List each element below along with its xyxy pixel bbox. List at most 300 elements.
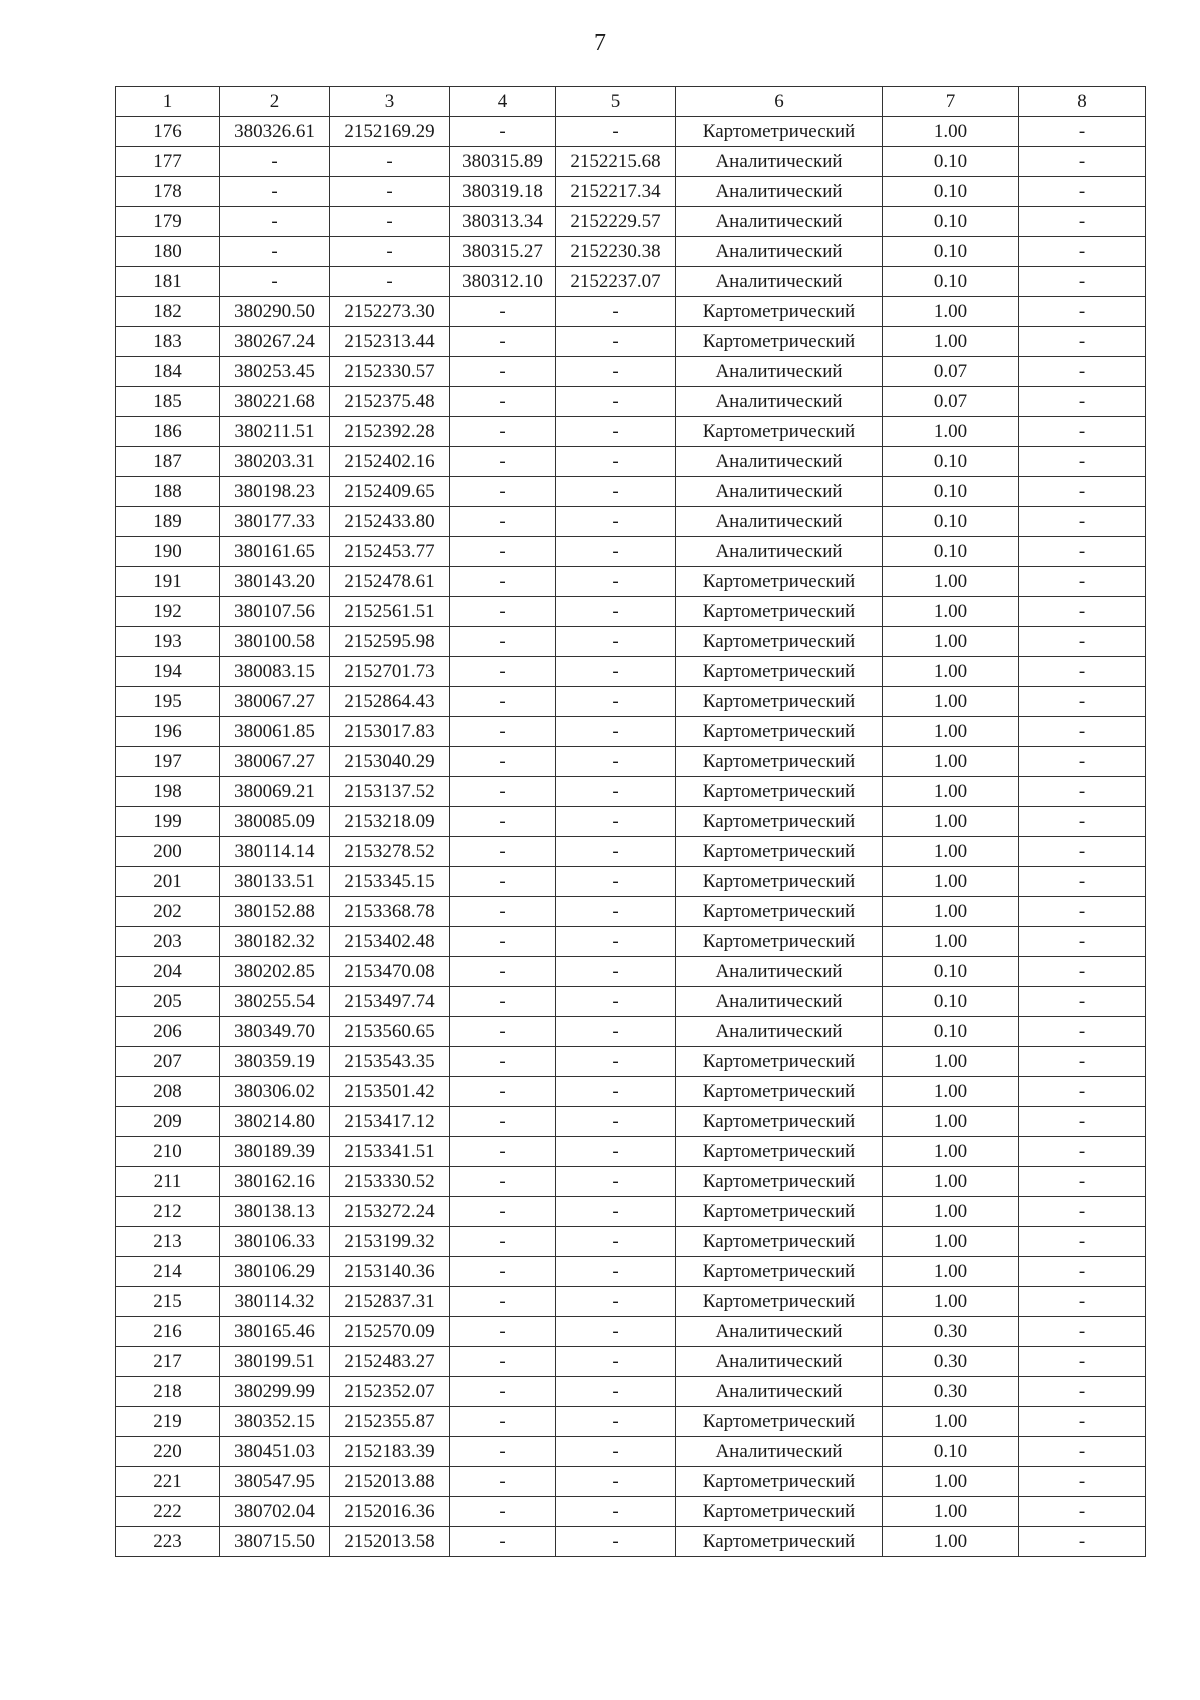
table-cell: 2152169.29 (330, 117, 450, 147)
table-cell: Картометрический (676, 1407, 883, 1437)
table-row (116, 1077, 1146, 1107)
table-cell: 2153040.29 (330, 747, 450, 777)
table-cell: - (556, 327, 676, 357)
table-cell: - (450, 507, 556, 537)
table-cell: - (1019, 1107, 1146, 1137)
table-row (116, 417, 1146, 447)
table-cell: 1.00 (883, 1047, 1019, 1077)
table-cell: 0.10 (883, 477, 1019, 507)
table-cell: Картометрический (676, 627, 883, 657)
table-cell: - (450, 1017, 556, 1047)
table-cell: 2152478.61 (330, 567, 450, 597)
table-row (116, 1317, 1146, 1347)
table-cell: Аналитический (676, 1017, 883, 1047)
table-cell: - (1019, 207, 1146, 237)
table-cell: - (556, 1227, 676, 1257)
table-cell: 380299.99 (220, 1377, 330, 1407)
table-cell: - (450, 687, 556, 717)
table-cell: 2152330.57 (330, 357, 450, 387)
table-cell: - (1019, 387, 1146, 417)
table-cell: Картометрический (676, 1137, 883, 1167)
table-row (116, 357, 1146, 387)
table-cell: Аналитический (676, 507, 883, 537)
table-cell: 0.10 (883, 447, 1019, 477)
table-cell: 1.00 (883, 327, 1019, 357)
table-cell: - (450, 927, 556, 957)
table-row (116, 987, 1146, 1017)
table-cell: 2152230.38 (556, 237, 676, 267)
table-row (116, 1227, 1146, 1257)
table-row (116, 1137, 1146, 1167)
table-cell: 191 (116, 567, 220, 597)
table-cell: 221 (116, 1467, 220, 1497)
table-cell: Картометрический (676, 597, 883, 627)
table-cell: 2153497.74 (330, 987, 450, 1017)
table-cell: - (1019, 1527, 1146, 1557)
table-cell: 0.10 (883, 207, 1019, 237)
table-cell: - (1019, 777, 1146, 807)
table-cell: 205 (116, 987, 220, 1017)
table-cell: 380085.09 (220, 807, 330, 837)
table-row (116, 867, 1146, 897)
table-cell: - (1019, 1047, 1146, 1077)
table-cell: 380138.13 (220, 1197, 330, 1227)
table-cell: - (556, 1137, 676, 1167)
table-cell: - (1019, 627, 1146, 657)
table-cell: 197 (116, 747, 220, 777)
table-cell: 2152453.77 (330, 537, 450, 567)
table-cell: Аналитический (676, 207, 883, 237)
column-header-4: 4 (450, 87, 556, 117)
table-cell: 380143.20 (220, 567, 330, 597)
table-cell: Картометрический (676, 1497, 883, 1527)
table-cell: 2153417.12 (330, 1107, 450, 1137)
table-cell: 213 (116, 1227, 220, 1257)
table-cell: Аналитический (676, 957, 883, 987)
table-cell: - (556, 1317, 676, 1347)
table-cell: Аналитический (676, 267, 883, 297)
table-cell: 380203.31 (220, 447, 330, 477)
table-cell: 2153560.65 (330, 1017, 450, 1047)
table-cell: - (556, 1407, 676, 1437)
table-cell: - (556, 1167, 676, 1197)
table-cell: - (450, 1107, 556, 1137)
table-cell: 2152013.58 (330, 1527, 450, 1557)
table-cell: - (450, 327, 556, 357)
table-cell: 2153330.52 (330, 1167, 450, 1197)
table-cell: - (556, 507, 676, 537)
table-cell: 380221.68 (220, 387, 330, 417)
table-cell: Картометрический (676, 327, 883, 357)
table-cell: Картометрический (676, 1197, 883, 1227)
table-cell: 2153345.15 (330, 867, 450, 897)
table-cell: 2153501.42 (330, 1077, 450, 1107)
table-row (116, 267, 1146, 297)
table-cell: 1.00 (883, 567, 1019, 597)
table-cell: - (1019, 357, 1146, 387)
table-cell: - (556, 837, 676, 867)
table-cell: 184 (116, 357, 220, 387)
table-cell: 2152352.07 (330, 1377, 450, 1407)
table-cell: 2152016.36 (330, 1497, 450, 1527)
table-cell: 1.00 (883, 1467, 1019, 1497)
table-cell: - (556, 897, 676, 927)
table-cell: 176 (116, 117, 220, 147)
table-row (116, 207, 1146, 237)
table-cell: - (450, 357, 556, 387)
table-cell: - (1019, 1497, 1146, 1527)
table-cell: Картометрический (676, 927, 883, 957)
table-cell: 0.10 (883, 537, 1019, 567)
table-cell: - (1019, 1347, 1146, 1377)
table-cell: 207 (116, 1047, 220, 1077)
table-row (116, 1467, 1146, 1497)
table-row (116, 1377, 1146, 1407)
table-cell: - (1019, 1197, 1146, 1227)
table-cell: - (556, 1257, 676, 1287)
table-cell: 223 (116, 1527, 220, 1557)
table-cell: - (450, 1407, 556, 1437)
table-cell: Картометрический (676, 1287, 883, 1317)
table-cell: 2153470.08 (330, 957, 450, 987)
table-cell: 194 (116, 657, 220, 687)
table-cell: 380313.34 (450, 207, 556, 237)
table-cell: 1.00 (883, 1167, 1019, 1197)
table-cell: 178 (116, 177, 220, 207)
table-cell: - (556, 627, 676, 657)
table-cell: Картометрический (676, 1227, 883, 1257)
table-cell: 2152595.98 (330, 627, 450, 657)
table-cell: 380133.51 (220, 867, 330, 897)
table-cell: - (450, 1497, 556, 1527)
table-cell: Картометрический (676, 717, 883, 747)
table-cell: Аналитический (676, 1377, 883, 1407)
table-cell: 0.30 (883, 1377, 1019, 1407)
column-header-6: 6 (676, 87, 883, 117)
table-cell: Картометрический (676, 807, 883, 837)
table-cell: 212 (116, 1197, 220, 1227)
page-number: 7 (594, 30, 606, 56)
table-cell: - (556, 747, 676, 777)
table-cell: 2152229.57 (556, 207, 676, 237)
table-cell: - (1019, 957, 1146, 987)
table-cell: 1.00 (883, 867, 1019, 897)
table-cell: 208 (116, 1077, 220, 1107)
table-cell: 380451.03 (220, 1437, 330, 1467)
table-cell: 180 (116, 237, 220, 267)
table-cell: - (450, 387, 556, 417)
table-cell: 2153218.09 (330, 807, 450, 837)
table-cell: 380189.39 (220, 1137, 330, 1167)
table-cell: 0.10 (883, 957, 1019, 987)
table-cell: 2152409.65 (330, 477, 450, 507)
table-cell: - (556, 1077, 676, 1107)
table-cell: 2152183.39 (330, 1437, 450, 1467)
table-cell: - (450, 1257, 556, 1287)
table-cell: 2152433.80 (330, 507, 450, 537)
table-cell: 2152701.73 (330, 657, 450, 687)
table-cell: 380267.24 (220, 327, 330, 357)
table-cell: - (450, 1227, 556, 1257)
table-cell: 1.00 (883, 597, 1019, 627)
table-cell: - (1019, 1077, 1146, 1107)
table-cell: 1.00 (883, 747, 1019, 777)
table-cell: Картометрический (676, 657, 883, 687)
table-cell: 380177.33 (220, 507, 330, 537)
table-cell: 2152215.68 (556, 147, 676, 177)
table-row (116, 1197, 1146, 1227)
table-cell: Картометрический (676, 567, 883, 597)
table-cell: 202 (116, 897, 220, 927)
table-cell: - (220, 207, 330, 237)
table-cell: - (556, 117, 676, 147)
table-cell: - (220, 177, 330, 207)
table-cell: 380106.33 (220, 1227, 330, 1257)
table-cell: 2152864.43 (330, 687, 450, 717)
table-cell: - (556, 867, 676, 897)
table-row (116, 1107, 1146, 1137)
table-cell: 1.00 (883, 1107, 1019, 1137)
table-cell: 216 (116, 1317, 220, 1347)
table-cell: Картометрический (676, 1257, 883, 1287)
table-cell: - (330, 207, 450, 237)
table-cell: 1.00 (883, 117, 1019, 147)
table-cell: 1.00 (883, 687, 1019, 717)
table-cell: - (556, 417, 676, 447)
table-cell: 1.00 (883, 837, 1019, 867)
table-cell: - (450, 1137, 556, 1167)
table-cell: 2153278.52 (330, 837, 450, 867)
table-cell: 2152013.88 (330, 1467, 450, 1497)
table-row (116, 777, 1146, 807)
table-row (116, 717, 1146, 747)
table-cell: - (450, 1167, 556, 1197)
table-cell: 1.00 (883, 417, 1019, 447)
table-cell: 0.30 (883, 1317, 1019, 1347)
table-cell: - (1019, 1227, 1146, 1257)
table-cell: - (1019, 1407, 1146, 1437)
table-cell: 380214.80 (220, 1107, 330, 1137)
table-cell: - (450, 567, 556, 597)
table-row (116, 1407, 1146, 1437)
table-cell: 215 (116, 1287, 220, 1317)
table-cell: - (1019, 417, 1146, 447)
table-cell: - (1019, 1257, 1146, 1287)
table-cell: - (450, 957, 556, 987)
table-cell: - (1019, 507, 1146, 537)
table-row (116, 1167, 1146, 1197)
table-cell: - (1019, 297, 1146, 327)
table-cell: 2152273.30 (330, 297, 450, 327)
table-cell: 0.10 (883, 237, 1019, 267)
table-cell: Аналитический (676, 387, 883, 417)
table-cell: 1.00 (883, 1287, 1019, 1317)
table-cell: 187 (116, 447, 220, 477)
table-cell: 195 (116, 687, 220, 717)
table-cell: 380107.56 (220, 597, 330, 627)
table-cell: Аналитический (676, 177, 883, 207)
table-cell: - (450, 1047, 556, 1077)
table-cell: 182 (116, 297, 220, 327)
table-cell: 0.10 (883, 1017, 1019, 1047)
table-cell: 0.10 (883, 177, 1019, 207)
table-cell: - (556, 477, 676, 507)
table-cell: - (1019, 1467, 1146, 1497)
table-cell: - (1019, 477, 1146, 507)
table-cell: 2152313.44 (330, 327, 450, 357)
table-row (116, 657, 1146, 687)
table-cell: 380067.27 (220, 747, 330, 777)
table-cell: 2152392.28 (330, 417, 450, 447)
table-cell: Картометрический (676, 897, 883, 927)
table-cell: - (556, 807, 676, 837)
table-cell: 199 (116, 807, 220, 837)
table-cell: 185 (116, 387, 220, 417)
table-cell: - (1019, 687, 1146, 717)
table-row (116, 957, 1146, 987)
column-header-2: 2 (220, 87, 330, 117)
table-cell: - (556, 1527, 676, 1557)
table-cell: 0.30 (883, 1347, 1019, 1377)
table-cell: - (1019, 267, 1146, 297)
table-cell: 183 (116, 327, 220, 357)
table-cell: 2152570.09 (330, 1317, 450, 1347)
table-cell: 2152561.51 (330, 597, 450, 627)
table-cell: Картометрический (676, 1077, 883, 1107)
table-cell: 219 (116, 1407, 220, 1437)
table-cell: - (450, 597, 556, 627)
table-cell: 1.00 (883, 777, 1019, 807)
table-cell: 222 (116, 1497, 220, 1527)
table-cell: 2152217.34 (556, 177, 676, 207)
table-cell: Картометрический (676, 747, 883, 777)
table-cell: 380198.23 (220, 477, 330, 507)
table-cell: Аналитический (676, 147, 883, 177)
table-cell: 380162.16 (220, 1167, 330, 1197)
table-row (116, 387, 1146, 417)
table-cell: Картометрический (676, 1107, 883, 1137)
table-cell: Картометрический (676, 1527, 883, 1557)
table-cell: 380161.65 (220, 537, 330, 567)
table-cell: 2153199.32 (330, 1227, 450, 1257)
table-cell: - (450, 1527, 556, 1557)
table-cell: 2153543.35 (330, 1047, 450, 1077)
table-cell: - (1019, 177, 1146, 207)
table-row (116, 687, 1146, 717)
table-cell: - (556, 1467, 676, 1497)
table-cell: 0.10 (883, 987, 1019, 1017)
table-cell: 380067.27 (220, 687, 330, 717)
table-cell: Картометрический (676, 1047, 883, 1077)
table-cell: 380326.61 (220, 117, 330, 147)
table-cell: - (1019, 1317, 1146, 1347)
table-cell: 203 (116, 927, 220, 957)
table-cell: Аналитический (676, 1437, 883, 1467)
table-cell: - (450, 117, 556, 147)
table-cell: 1.00 (883, 897, 1019, 927)
table-cell: - (450, 447, 556, 477)
table-cell: 380306.02 (220, 1077, 330, 1107)
table-cell: 1.00 (883, 1137, 1019, 1167)
table-cell: - (556, 1107, 676, 1137)
table-cell: 2153140.36 (330, 1257, 450, 1287)
table-cell: - (450, 477, 556, 507)
table-cell: 2153137.52 (330, 777, 450, 807)
table-cell: Аналитический (676, 987, 883, 1017)
table-cell: - (450, 1197, 556, 1227)
table-cell: - (556, 687, 676, 717)
table-row (116, 927, 1146, 957)
table-cell: 380319.18 (450, 177, 556, 207)
table-cell: - (1019, 1377, 1146, 1407)
table-cell: 380069.21 (220, 777, 330, 807)
table-cell: 380547.95 (220, 1467, 330, 1497)
table-cell: - (450, 807, 556, 837)
table-cell: 380152.88 (220, 897, 330, 927)
table-cell: 0.10 (883, 147, 1019, 177)
table-cell: - (450, 987, 556, 1017)
table-cell: - (450, 1317, 556, 1347)
table-row (116, 1047, 1146, 1077)
column-header-3: 3 (330, 87, 450, 117)
table-cell: 179 (116, 207, 220, 237)
table-cell: - (1019, 567, 1146, 597)
table-cell: - (1019, 747, 1146, 777)
table-cell: - (556, 597, 676, 627)
table-row (116, 1257, 1146, 1287)
table-cell: 380290.50 (220, 297, 330, 327)
table-cell: 0.10 (883, 507, 1019, 537)
table-row (116, 477, 1146, 507)
table-cell: - (450, 1287, 556, 1317)
table-cell: 2152375.48 (330, 387, 450, 417)
table-cell: 181 (116, 267, 220, 297)
table-cell: - (1019, 537, 1146, 567)
table-cell: 380359.19 (220, 1047, 330, 1077)
table-cell: - (556, 987, 676, 1017)
table-cell: - (450, 297, 556, 327)
table-cell: 380114.32 (220, 1287, 330, 1317)
table-row (116, 537, 1146, 567)
table-cell: - (556, 387, 676, 417)
table-cell: Картометрический (676, 297, 883, 327)
table-cell: 1.00 (883, 1497, 1019, 1527)
table-cell: Картометрический (676, 417, 883, 447)
table-cell: 2153402.48 (330, 927, 450, 957)
table-row (116, 1527, 1146, 1557)
table-cell: Аналитический (676, 1317, 883, 1347)
table-row (116, 627, 1146, 657)
table-cell: - (1019, 1437, 1146, 1467)
table-row (116, 507, 1146, 537)
table-cell: - (1019, 807, 1146, 837)
table-cell: Аналитический (676, 447, 883, 477)
table-row (116, 597, 1146, 627)
table-row (116, 117, 1146, 147)
table-cell: 214 (116, 1257, 220, 1287)
table-cell: 380312.10 (450, 267, 556, 297)
column-header-1: 1 (116, 87, 220, 117)
table-cell: - (556, 1017, 676, 1047)
table-cell: 204 (116, 957, 220, 987)
table-row (116, 447, 1146, 477)
table-cell: 380202.85 (220, 957, 330, 987)
table-cell: 1.00 (883, 627, 1019, 657)
table-cell: 380352.15 (220, 1407, 330, 1437)
table-cell: - (450, 1377, 556, 1407)
table-cell: 1.00 (883, 807, 1019, 837)
table-cell: 2152837.31 (330, 1287, 450, 1317)
